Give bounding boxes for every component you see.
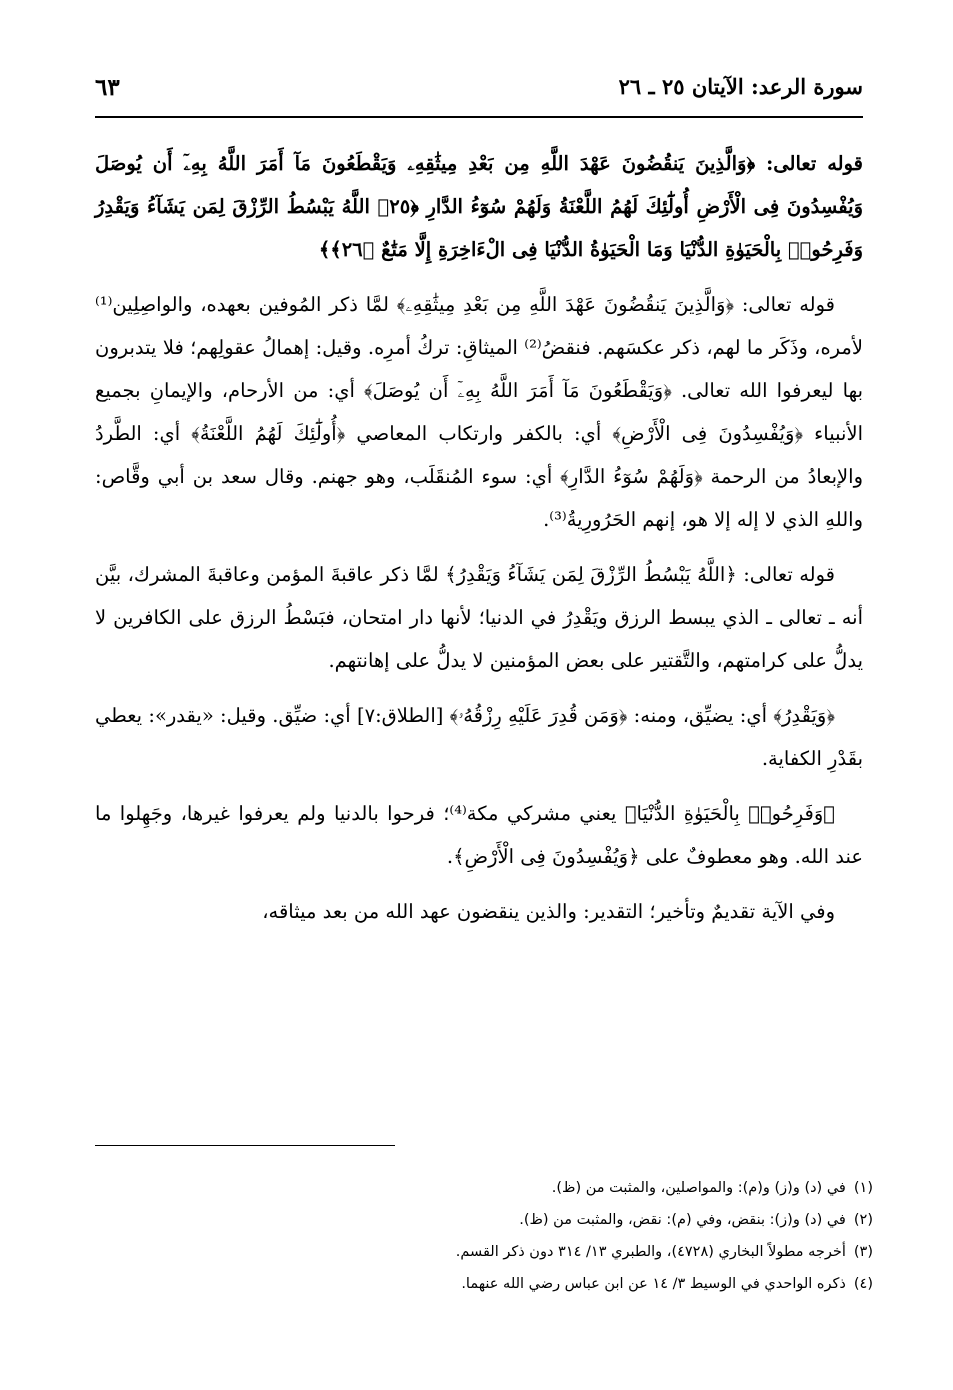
footnote-number: (٢) (853, 1212, 873, 1228)
footnote (95, 1268, 873, 1300)
main-text (95, 142, 863, 945)
footnote-number: (٤) (853, 1276, 873, 1292)
footnote-number: (١) (853, 1180, 873, 1196)
header-rule (95, 116, 863, 118)
footnote-rule (95, 1145, 395, 1146)
footnote-text: ذكره الواحدي في الوسيط ٣/ ١٤ عن ابن عباس رضي الله عنهما. (461, 1276, 846, 1292)
paragraph-3: ﴿وَيَقْدِرُ﴾ أي: يضيِّق، ومنه: ﴿وَمَن قُدِرَ عَلَيْهِ رِزْقُهُۥ﴾ [الطلاق:٧] أي: ضيِّق. وقيل: «يقدر»: يعطي بقَدْرِ الكفاية. (95, 704, 863, 770)
header-title: سورة الرعد: الآيتان ٢٥ ـ ٢٦ (618, 74, 863, 99)
footnote (95, 1172, 873, 1204)
paragraph-2: قوله تعالى: ﴿اللَّهُ يَبْسُطُ الرِّزْقَ لِمَن يَشَآءُ وَيَقْدِرُ﴾ لمَّا ذكر عاقبةَ المؤمن وعاقبةَ المشرك، بيَّن أنه ـ تعالى ـ الذي يبسط الرزق ويَقْدِرُ في الدنيا؛ لأنها دار امتحان، فبَسْطُ الرزق على الكافرين لا يدلُّ على كرامتهم، والتَّقتير على بعض المؤمنين لا يدلُّ على إهانتهم. (95, 563, 863, 672)
paragraph-5: وفي الآية تقديمٌ وتأخير؛ التقدير: والذين ينقضون عهد الله من بعد ميثاقه، (262, 900, 835, 923)
page-number: ٦٣ (95, 74, 120, 101)
footnote (95, 1236, 873, 1268)
paragraph-1: قوله تعالى: ﴿وَالَّذِينَ يَنقُضُونَ عَهْدَ اللَّهِ مِن بَعْدِ مِيثَٰقِهِۦ﴾ لمَّا ذكر المُوفين بعهده، والواصِلِين⁽¹⁾ لأمره، وذَكَر ما لهم، ذكر عكسَهم. فنقضُ⁽²⁾ الميثاقِ: تركُ أمرِه. وقيل: إهمالُ عقولِهم؛ فلا يتدبرون بها ليعرفوا الله تعالى. ﴿وَيَقْطَعُونَ مَآ أَمَرَ اللَّهُ بِهِۦٓ أَن يُوصَلَ﴾ أي: من الأرحام، والإيمانِ بجميع الأنبياء ﴿وَيُفْسِدُونَ فِى الْأَرْضِ﴾ أي: بالكفر وارتكاب المعاصي ﴿أُولَٰٓئِكَ لَهُمُ اللَّعْنَةُ﴾ أي: الطَّردُ والإبعادُ من الرحمة ﴿وَلَهُمْ سُوٓءُ الدَّارِ﴾ أي: سوء المُنقَلَب، وهو جهنم. وقال سعد بن أبي وقَّاص: واللهِ الذي لا إله إلا هو، إنهم الحَرُورِيةُ⁽³⁾. (95, 293, 863, 531)
footnote-text: في (د) و(ز) و(م): والمواصلين، والمثبت من (ظ). (551, 1180, 846, 1196)
footnotes (95, 1172, 873, 1300)
footnote-text: في (د) و(ز): بنقض، وفي (م): نقض، والمثبت من (ظ). (519, 1212, 846, 1228)
verse-label: قوله تعالى: (766, 152, 864, 175)
footnote-number: (٣) (853, 1244, 873, 1260)
footnote (95, 1204, 873, 1236)
verse-block (95, 142, 863, 271)
paragraph-4: ﴿وَفَرِحُوا۟ بِالْحَيَوٰةِ الدُّنْيَا﴾ يعني مشركي مكة⁽⁴⁾؛ فرحوا بالدنيا ولم يعرفوا غيرها، وجَهِلوا ما عند الله. وهو معطوفٌ على ﴿وَيُفْسِدُونَ فِى الْأَرْضِ﴾. (95, 802, 863, 868)
verse-text: ﴿وَالَّذِينَ يَنقُضُونَ عَهْدَ اللَّهِ مِن بَعْدِ مِيثَٰقِهِۦ وَيَقْطَعُونَ مَآ أَمَرَ اللَّهُ بِهِۦٓ أَن يُوصَلَ وَيُفْسِدُونَ فِى الْأَرْضِ أُولَٰٓئِكَ لَهُمُ اللَّعْنَةُ وَلَهُمْ سُوٓءُ الدَّارِ ﴿٢٥﴾ اللَّهُ يَبْسُطُ الرِّزْقَ لِمَن يَشَآءُ وَيَقْدِرُ وَفَرِحُوا۟ بِالْحَيَوٰةِ الدُّنْيَا وَمَا الْحَيَوٰةُ الدُّنْيَا فِى الْءَاخِرَةِ إِلَّا مَتَٰعٌ ﴿٢٦﴾﴾ (95, 152, 863, 261)
footnote-text: أخرجه مطولاً البخاري (٤٧٢٨)، والطبري ١٣/ ٣١٤ دون ذكر القسم. (455, 1244, 846, 1260)
running-header (95, 72, 863, 108)
